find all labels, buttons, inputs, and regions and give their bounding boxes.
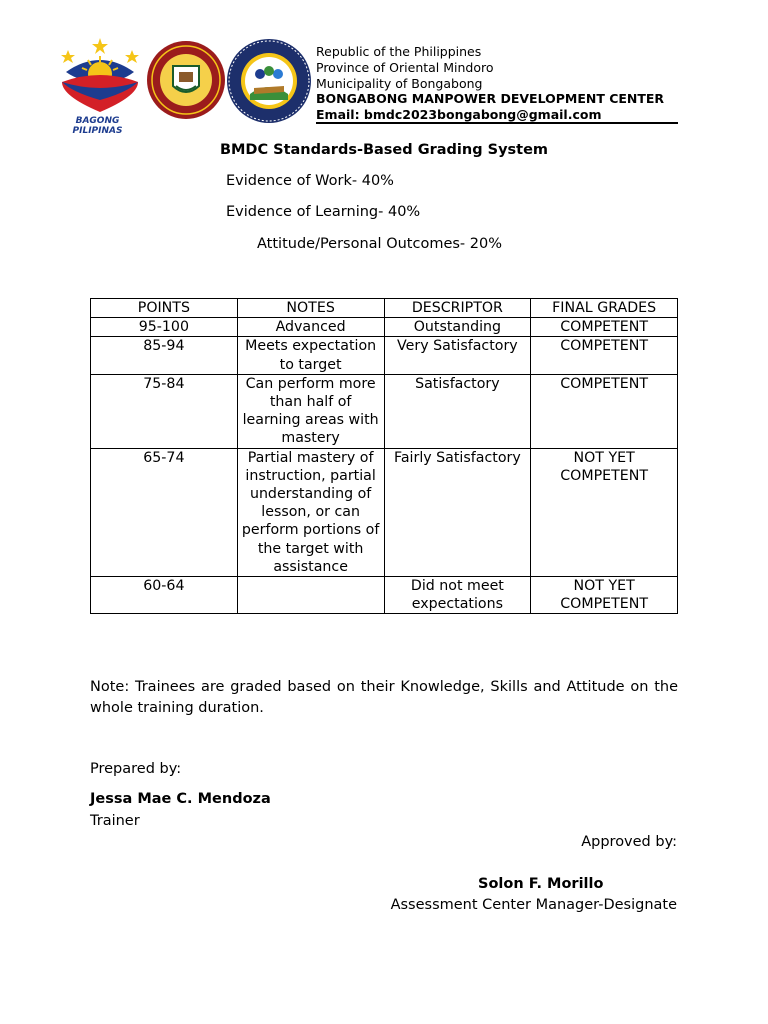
address-line-municipality: Municipality of Bongabong — [316, 75, 483, 91]
table-row — [91, 374, 678, 448]
cell-final-grade: COMPETENT — [531, 337, 678, 374]
preparer-role: Trainer — [90, 813, 140, 829]
criterion-learning: Evidence of Learning- 40% — [226, 204, 421, 220]
cell-descriptor: Satisfactory — [384, 374, 531, 448]
cell-points: 95-100 — [91, 318, 238, 337]
cell-notes: Can perform more than half of learning areas with mastery — [237, 374, 384, 448]
header-divider — [316, 122, 678, 124]
approver-role: Assessment Center Manager-Designate — [390, 897, 677, 913]
cell-final-grade: NOT YET COMPETENT — [531, 577, 678, 614]
bagong-pilipinas-logo-icon — [58, 38, 142, 116]
bmdc-seal-icon — [226, 38, 312, 124]
table-header-row — [91, 299, 678, 318]
cell-descriptor: Did not meet expectations — [384, 577, 531, 614]
cell-notes: Meets expectation to target — [237, 337, 384, 374]
header-notes: NOTES — [237, 299, 384, 318]
bongabong-municipal-seal-icon — [146, 40, 226, 120]
cell-points: 60-64 — [91, 577, 238, 614]
cell-descriptor: Very Satisfactory — [384, 337, 531, 374]
cell-descriptor: Outstanding — [384, 318, 531, 337]
address-line-country: Republic of the Philippines — [316, 44, 482, 59]
prepared-by-label: Prepared by: — [90, 761, 182, 777]
grading-table — [90, 298, 678, 614]
table-row — [91, 448, 678, 576]
center-email: Email: bmdc2023bongabong@gmail.com — [316, 107, 602, 123]
cell-points: 75-84 — [91, 374, 238, 448]
approved-by-label: Approved by: — [581, 834, 677, 850]
cell-final-grade: COMPETENT — [531, 318, 678, 337]
header-final-grades: FINAL GRADES — [531, 299, 678, 318]
table-row — [91, 337, 678, 374]
criterion-work: Evidence of Work- 40% — [226, 173, 394, 189]
header-descriptor: DESCRIPTOR — [384, 299, 531, 318]
address-line-province: Province of Oriental Mindoro — [316, 59, 494, 75]
table-row — [91, 577, 678, 614]
document-title: BMDC Standards-Based Grading System — [219, 142, 549, 158]
cell-notes — [237, 577, 384, 614]
cell-points: 65-74 — [91, 448, 238, 576]
header-points: POINTS — [91, 299, 238, 318]
letterhead — [50, 38, 680, 136]
cell-final-grade: COMPETENT — [531, 374, 678, 448]
cell-descriptor: Fairly Satisfactory — [384, 448, 531, 576]
criterion-attitude: Attitude/Personal Outcomes- 20% — [257, 236, 502, 252]
table-row — [91, 318, 678, 337]
address-block — [316, 44, 664, 123]
cell-points: 85-94 — [91, 337, 238, 374]
bagong-pilipinas-label: BAGONG PILIPINAS — [72, 116, 123, 136]
grading-note: Note: Trainees are graded based on their Knowledge, Skills and Attitude on the whole training duration. — [90, 679, 678, 716]
preparer-name: Jessa Mae C. Mendoza — [90, 791, 271, 807]
cell-notes: Partial mastery of instruction, partial understanding of lesson, or can perform portions of the target with assistance — [237, 448, 384, 576]
cell-final-grade: NOT YET COMPETENT — [531, 448, 678, 576]
approver-name: Solon F. Morillo — [478, 876, 604, 892]
cell-notes: Advanced — [237, 318, 384, 337]
center-name: BONGABONG MANPOWER DEVELOPMENT CENTER — [316, 91, 665, 107]
